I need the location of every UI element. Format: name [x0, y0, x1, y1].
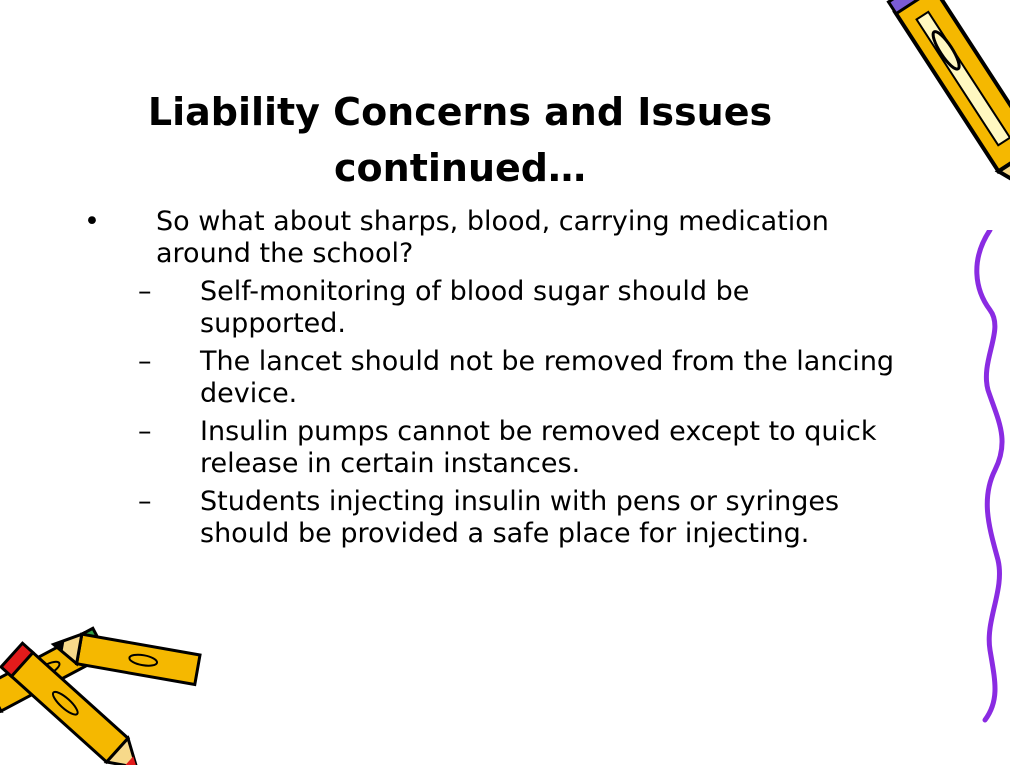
pencil-icon	[850, 0, 1010, 250]
sub-bullet-marker: –	[138, 486, 152, 517]
bullet-list	[84, 206, 924, 556]
bullet-marker: •	[84, 206, 100, 237]
bullet-item	[84, 206, 836, 270]
sub-bullet-text: The lancet should not be removed from the lancing device.	[200, 346, 895, 409]
slide-title	[60, 84, 860, 196]
sub-bullet-text: Insulin pumps cannot be removed except to quick release in certain instances.	[200, 416, 877, 479]
sub-bullet-marker: –	[138, 416, 152, 447]
sub-bullet-item	[84, 486, 900, 550]
sub-bullet-item	[84, 276, 900, 340]
bullet-text: So what about sharps, blood, carrying medication around the school?	[156, 206, 829, 269]
title-line-2: continued…	[334, 146, 586, 190]
pencils-cluster-icon	[0, 615, 220, 765]
sub-bullet-item	[84, 416, 900, 480]
sub-bullet-marker: –	[138, 276, 152, 307]
sub-bullet-item	[84, 346, 900, 410]
sub-bullet-text: Self-monitoring of blood sugar should be supported.	[200, 276, 750, 339]
squiggle-line	[950, 230, 1020, 730]
sub-bullet-marker: –	[138, 346, 152, 377]
sub-bullet-text: Students injecting insulin with pens or syringes should be provided a safe place for injecting.	[200, 486, 840, 549]
title-line-1: Liability Concerns and Issues	[147, 90, 773, 134]
